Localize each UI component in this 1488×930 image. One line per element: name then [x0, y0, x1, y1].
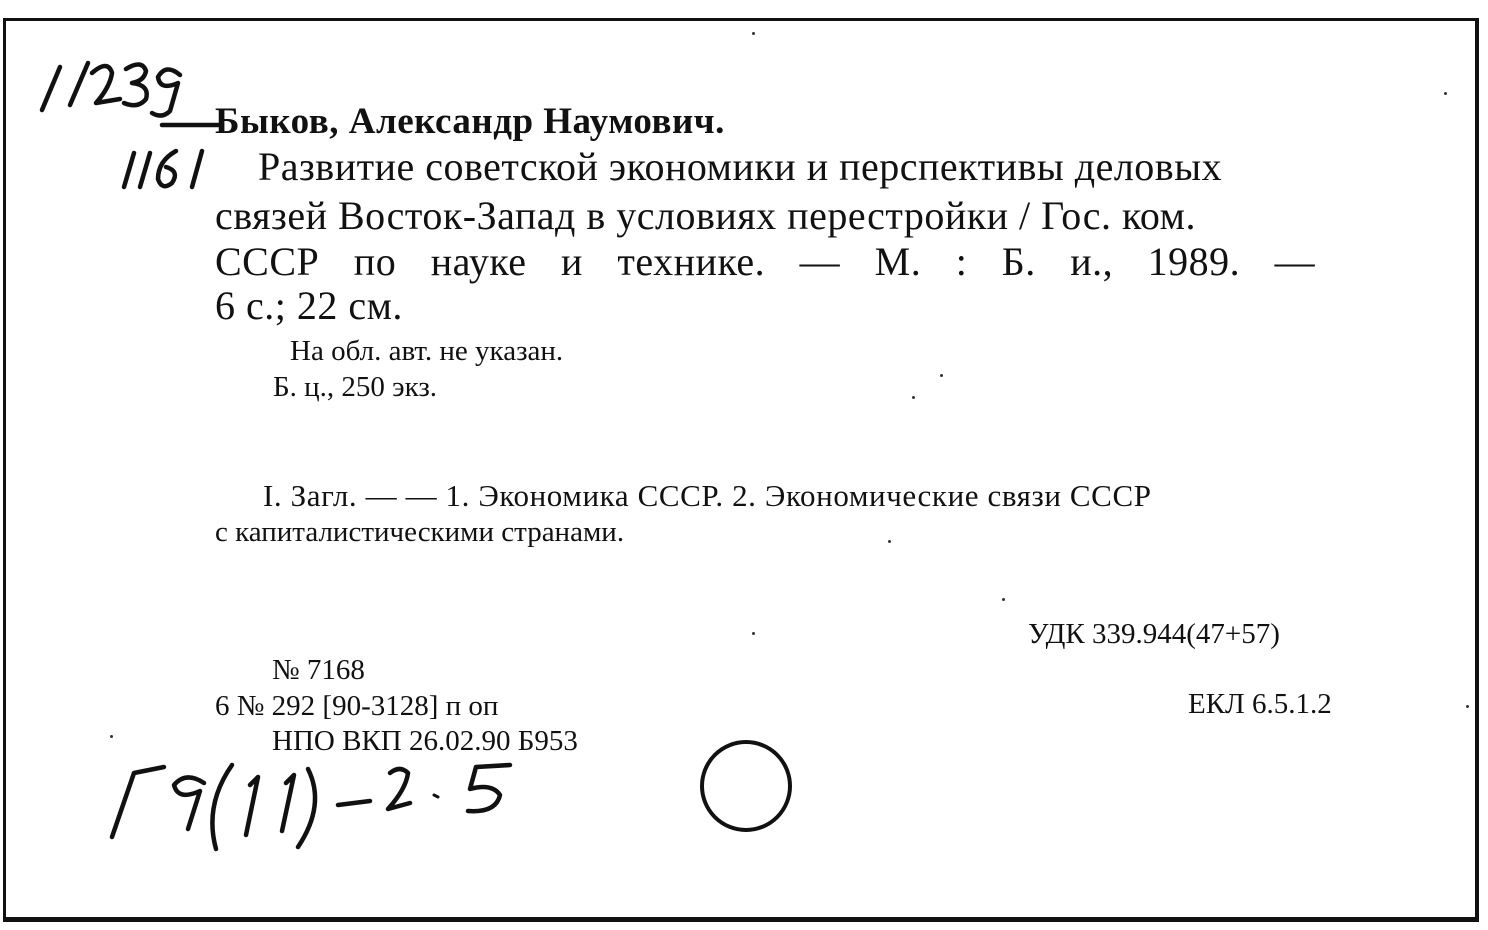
- subjects-line-1: I. Загл. — — 1. Экономика СССР. 2. Экономические связи СССР: [263, 478, 1152, 513]
- title-line-3: СССР по науке и технике. — М. : Б. и., 1989. —: [215, 239, 1316, 284]
- title-line-2: связей Восток-Запад в условиях перестройки / Гос. ком.: [215, 193, 1196, 238]
- scan-speck: [110, 735, 113, 738]
- ekl-code: ЕКЛ 6.5.1.2: [1188, 688, 1332, 720]
- scan-speck: [1444, 92, 1447, 95]
- scan-speck: [1466, 705, 1469, 708]
- order-number: № 7168: [272, 654, 365, 686]
- handwritten-call-number: [30, 55, 220, 205]
- scan-speck: [1002, 598, 1005, 601]
- subjects-line-2: с капиталистическими странами.: [215, 516, 625, 548]
- title-line-4: 6 с.; 22 см.: [215, 283, 403, 328]
- udk-code: УДК 339.944(47+57): [1028, 618, 1280, 650]
- author-heading: Быков, Александр Наумович.: [215, 101, 725, 142]
- scan-speck: [912, 396, 915, 399]
- note-price: Б. ц., 250 экз.: [273, 371, 438, 403]
- scan-speck: [888, 540, 891, 543]
- scan-speck: [752, 632, 755, 635]
- punch-hole-circle: [698, 736, 798, 836]
- title-line-1: Развитие советской экономики и перспективы деловых: [258, 144, 1223, 189]
- scan-speck: [940, 374, 943, 377]
- order-line: 6 № 292 [90-3128] п оп: [215, 690, 499, 722]
- scan-speck: [752, 32, 755, 35]
- handwritten-shelf-mark: [100, 745, 540, 855]
- note-author: На обл. авт. не указан.: [290, 335, 564, 367]
- printer-line: НПО ВКП 26.02.90 Б953: [272, 725, 578, 757]
